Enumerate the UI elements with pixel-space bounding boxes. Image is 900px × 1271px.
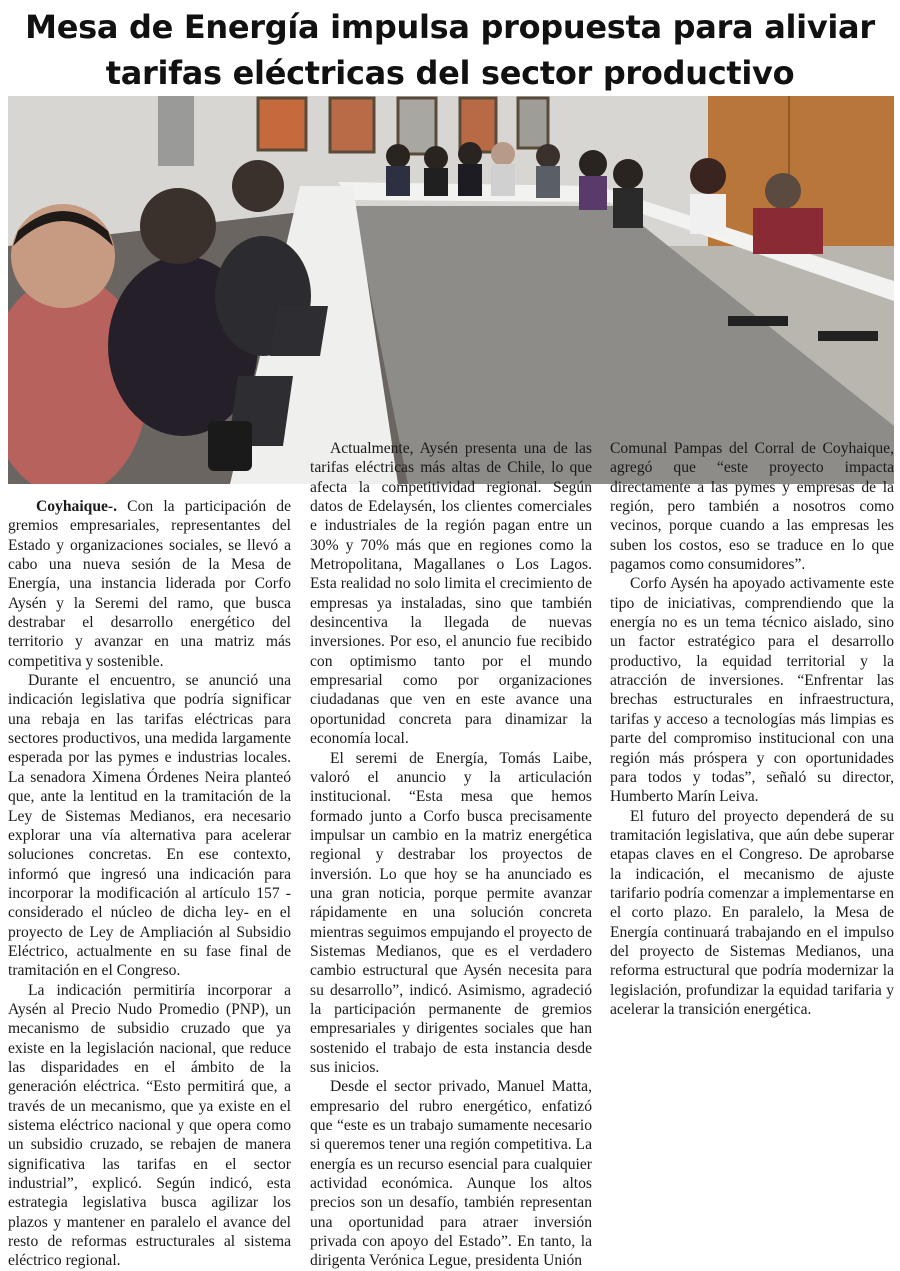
paragraph-6: Desde el sector privado, Manuel Matta, empresario del rubro energético, enfatizó que “este es un trabajo sumamente necesario si queremos tener una región competitiva. La energía es un recurso esencial para cualquier actividad económica. Aunque los altos precios son un desafío, también representan una oportunidad para atraer inversión privada con apoyo del Estado”. En tanto, la dirigenta Verónica Legue, presidenta Unión [310,1078,592,1270]
headline-line-2: tarifas eléctricas del sector productivo [105,54,795,92]
headline-line-1: Mesa de Energía impulsa propuesta para aliviar [25,8,875,46]
article-column-3 [610,439,894,1019]
paragraph-5: El seremi de Energía, Tomás Laibe, valoró el anuncio y la articulación institucional. “Esta mesa que hemos formado junto a Corfo busca precisamente impulsar un cambio en la matriz energética regional y destrabar los proyectos de inversión. Lo que hoy se ha anunciado es una gran noticia, porque permite avanzar rápidamente en una solución concreta mientras seguimos empujando el proyecto de Sistemas Medianos, que es el verdadero cambio estructural que Aysén necesita para su desarrollo”, indicó. Asimismo, agradeció la participación permanente de gremios empresariales y dirigentes sociales que han sostenido el trabajo de esta instancia desde sus inicios. [310,749,592,1076]
headline [0,4,900,96]
article-column-2 [310,439,592,1271]
paragraph-4: Actualmente, Aysén presenta una de las tarifas eléctricas más altas de Chile, lo que afecta la competitividad regional. Según datos de Edelaysén, los clientes comerciales e industriales de la región pagan entre un 30% y 70% más que en regiones como la Metropolitana, Magallanes o Los Lagos. Esta realidad no solo limita el crecimiento de empresas ya instaladas, sino que también desincentiva la llegada de nuevas inversiones. Por eso, el anuncio fue recibido con optimismo tanto por el mundo empresarial como por organizaciones ciudadanas que ven en este avance una oportunidad concreta para dinamizar la economía local. [310,440,592,748]
paragraph-1-text: Con la participación de gremios empresariales, representantes del Estado y organizaciones sociales, se llevó a cabo una nueva sesión de la Mesa de Energía, una instancia liderada por Corfo Aysén y la Seremi del ramo, que busca destrabar el desarrollo energético del territorio y avanzar en una matriz más competitiva y sostenible. [8,498,291,670]
paragraph-3: La indicación permitiría incorporar a Aysén al Precio Nudo Promedio (PNP), un mecanismo de subsidio cruzado que ya existe en la legislación nacional, que reduce las disparidades en el ámbito de la generación eléctrica. “Esto permitirá que, a través de un mecanismo, que ya existe en el sistema eléctrico nacional y que opera como un subsidio cruzado, se rebajen de manera significativa las tarifas en el sector industrial”, explicó. Según indicó, esta estrategia legislativa busca agilizar los plazos y mantener en paralelo el avance del resto de reformas estructurales al sistema eléctrico regional. [8,981,291,1270]
paragraph-7: Corfo Aysén ha apoyado activamente este tipo de iniciativas, comprendiendo que la energía no es un tema técnico aislado, sino un factor estratégico para el desarrollo productivo, la equidad territorial y la atracción de inversiones. “Enfrentar las brechas estructurales en infraestructura, tarifas y acceso a tecnologías más limpias es parte del compromiso institucional con una región más próspera y con oportunidades para todos y todas”, señaló su director, Humberto Marín Leiva. [610,575,894,806]
meeting-photo [8,96,894,484]
paragraph-2: Durante el encuentro, se anunció una indicación legislativa que podría significar una rebaja en las tarifas eléctricas para sectores productivos, una medida largamente esperada por las pymes e industrias locales. La senadora Ximena Órdenes Neira planteó que, ante la lentitud en la tramitación de la Ley de Sistemas Medianos, era necesario explorar una vía alternativa para acelerar soluciones concretas. En ese contexto, informó que ingresó una indicación para incorporar la modificación al artículo 157 -considerado el núcleo de dicha ley- en el proyecto de Ley de Ampliación al Subsidio Eléctrico, actualmente en su fase final de tramitación en el Congreso. [8,672,291,980]
paragraph-6-continued: Comunal Pampas del Corral de Coyhaique, agregó que “este proyecto impacta directamente a las pymes y empresas de la región, pero también a nosotros como vecinos, porque cuando a las empresas les suben los costos, eso se traduce en lo que pagamos como consumidores”. [610,440,894,574]
paragraph-1 [8,497,291,671]
article-column-1 [8,497,291,1271]
meeting-photo-icon [8,96,894,484]
paragraph-8: El futuro del proyecto dependerá de su tramitación legislativa, que aún debe superar etapas claves en el Congreso. De aprobarse la indicación, el mecanismo de ajuste tarifario podría comenzar a implementarse en el corto plazo. En paralelo, la Mesa de Energía continuará trabajando en el impulso del proyecto de Sistemas Medianos, una reforma estructural que podría modernizar la legislación, profundizar la equidad tarifaria y acelerar la transición energética. [610,807,894,1018]
dateline: Coyhaique-. [36,498,118,515]
